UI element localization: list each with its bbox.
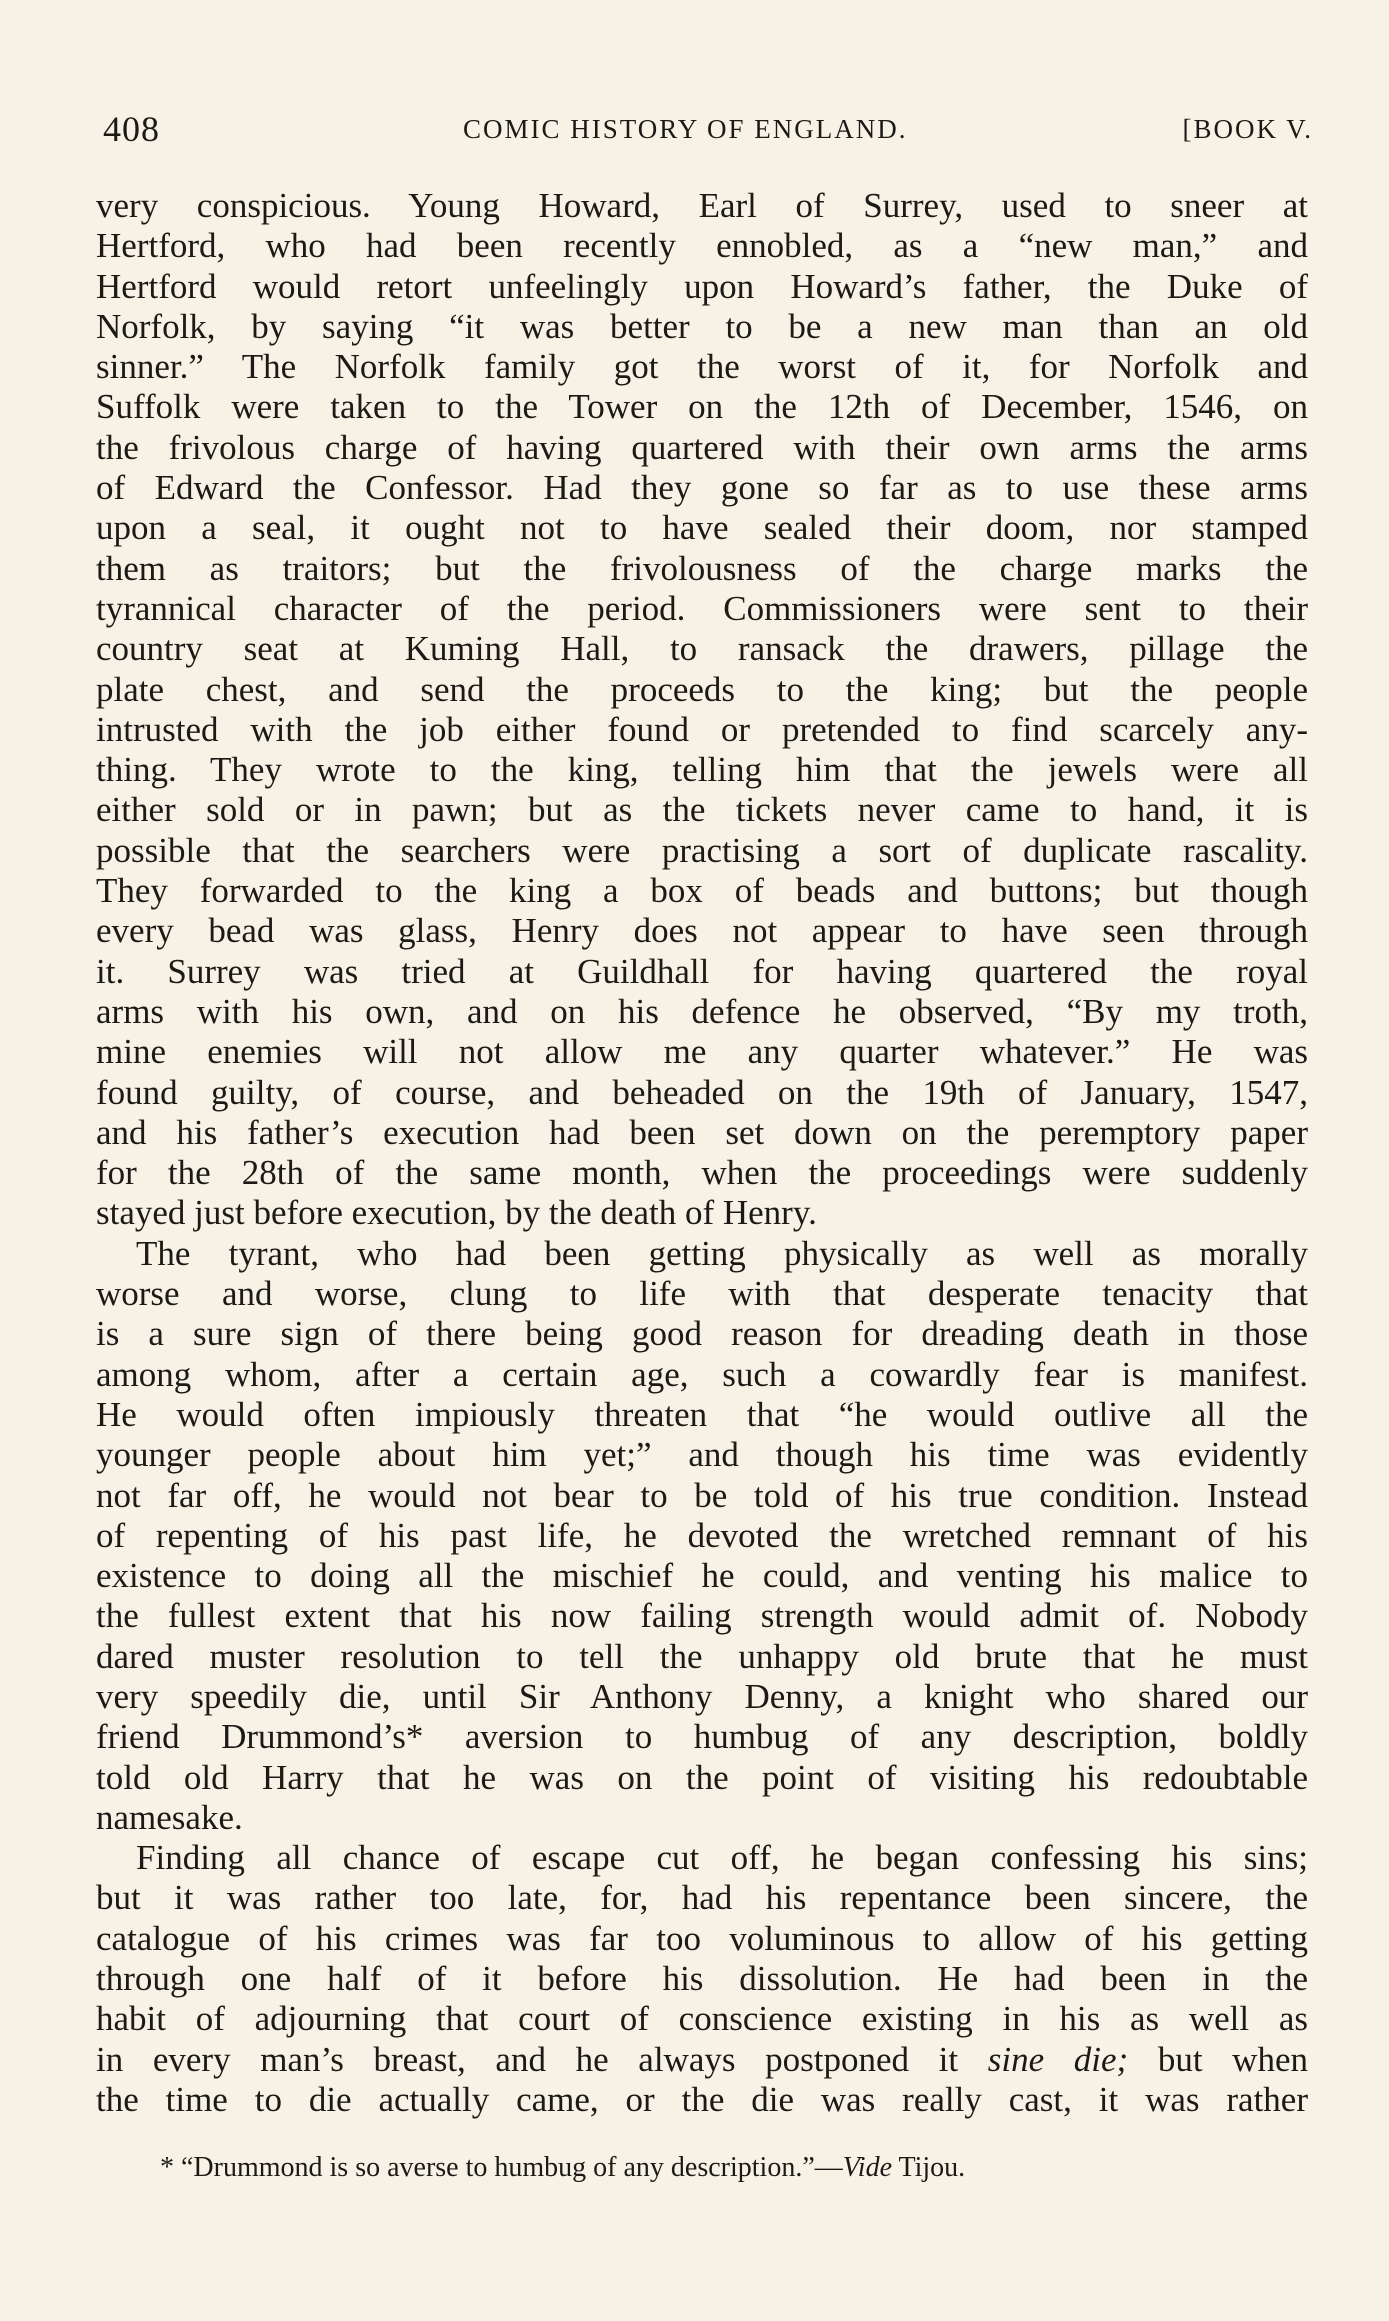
text-line: Hertford would retort unfeelingly upon Howard’s father, the Duke of	[96, 266, 1308, 306]
paragraph-start-line: Finding all chance of escape cut off, he began confessing his sins;	[136, 1838, 1308, 1878]
text-segment: but when	[1157, 2039, 1308, 2079]
text-line: for the 28th of the same month, when the proceedings were suddenly	[96, 1153, 1308, 1193]
text-line: arms with his own, and on his defence he observed, “By my troth,	[96, 991, 1308, 1031]
text-line: namesake.	[96, 1797, 243, 1837]
text-line: of Edward the Confessor. Had they gone so far as to use these arms	[96, 468, 1308, 508]
text-line: is a sure sign of there being good reason for dreading death in those	[96, 1314, 1308, 1354]
text-line: the frivolous charge of having quartered with their own arms the arms	[96, 427, 1308, 467]
text-line: very conspicious. Young Howard, Earl of Surrey, used to sneer at	[96, 186, 1308, 225]
text-line: the fullest extent that his now failing strength would admit of. Nobody	[96, 1596, 1308, 1636]
text-line: Hertford, who had been recently ennobled, as a “new man,” and	[96, 226, 1308, 266]
text-line: habit of adjourning that court of conscience existing in his as well as	[96, 1999, 1308, 2039]
text-line: among whom, after a certain age, such a cowardly fear is manifest.	[96, 1354, 1308, 1394]
text-line: and his father’s execution had been set down on the peremptory paper	[96, 1112, 1308, 1152]
footnote-vide: Vide	[842, 2152, 892, 2183]
text-line: Suffolk were taken to the Tower on the 12th of December, 1546, on	[96, 387, 1308, 427]
italic-phrase: sine die;	[987, 2039, 1129, 2079]
text-line: through one half of it before his dissolution. He had been in the	[96, 1959, 1308, 1999]
footnote-source: Tijou.	[892, 2152, 966, 2183]
text-line: country seat at Kuming Hall, to ransack the drawers, pillage the	[96, 629, 1308, 669]
text-line: possible that the searchers were practising a sort of duplicate rascality.	[96, 830, 1308, 870]
text-line: stayed just before execution, by the death of Henry.	[96, 1193, 817, 1233]
text-segment: in every man’s breast, and he always postponed it	[96, 2039, 959, 2079]
text-line: Norfolk, by saying “it was better to be a new man than an old	[96, 306, 1308, 346]
text-line: of repenting of his past life, he devoted the wretched remnant of his	[96, 1515, 1308, 1555]
text-line: He would often impiously threaten that “he would outlive all the	[96, 1394, 1308, 1434]
text-line: tyrannical character of the period. Commissioners were sent to their	[96, 588, 1308, 628]
text-line: the time to die actually came, or the die was really cast, it was rather	[96, 2079, 1308, 2119]
text-line: mine enemies will not allow me any quarter whatever.” He was	[96, 1032, 1308, 1072]
book-number: [BOOK V.	[1182, 114, 1313, 144]
page-number: 408	[103, 109, 160, 149]
text-line: younger people about him yet;” and though his time was evidently	[96, 1435, 1308, 1475]
paragraph-start-line: The tyrant, who had been getting physically as well as morally	[136, 1233, 1308, 1273]
text-line: very speedily die, until Sir Anthony Denny, a knight who shared our	[96, 1676, 1308, 1716]
text-line: plate chest, and send the proceeds to the king; but the people	[96, 669, 1308, 709]
text-line: worse and worse, clung to life with that desperate tenacity that	[96, 1274, 1308, 1314]
text-line: not far off, he would not bear to be told of his true condition. Instead	[96, 1475, 1308, 1515]
text-line: it. Surrey was tried at Guildhall for having quartered the royal	[96, 951, 1308, 991]
text-line: every bead was glass, Henry does not appear to have seen through	[96, 911, 1308, 951]
text-line: upon a seal, it ought not to have sealed their doom, nor stamped	[96, 508, 1308, 548]
text-line: them as traitors; but the frivolousness of the charge marks the	[96, 548, 1308, 588]
text-line: friend Drummond’s* aversion to humbug of any description, boldly	[96, 1717, 1308, 1757]
text-line: but it was rather too late, for, had his repentance been sincere, the	[96, 1878, 1308, 1918]
footnote-text: * “Drummond is so averse to humbug of any description.”—	[160, 2152, 843, 2183]
text-line: They forwarded to the king a box of beads and buttons; but though	[96, 871, 1308, 911]
footnote	[160, 2152, 1260, 2184]
text-line: thing. They wrote to the king, telling him that the jewels were all	[96, 750, 1308, 790]
text-line: existence to doing all the mischief he could, and venting his malice to	[96, 1556, 1308, 1596]
text-line-with-italic	[96, 2040, 1308, 2080]
text-line: either sold or in pawn; but as the tickets never came to hand, it is	[96, 790, 1308, 830]
text-line: catalogue of his crimes was far too voluminous to allow of his getting	[96, 1918, 1308, 1958]
text-line: found guilty, of course, and beheaded on the 19th of January, 1547,	[96, 1072, 1308, 1112]
text-line: dared muster resolution to tell the unhappy old brute that he must	[96, 1636, 1308, 1676]
running-head	[103, 108, 1313, 158]
text-line: sinner.” The Norfolk family got the worst of it, for Norfolk and	[96, 347, 1308, 387]
text-line: intrusted with the job either found or pretended to find scarcely any-	[96, 709, 1308, 749]
running-title: COMIC HISTORY OF ENGLAND.	[463, 114, 908, 144]
text-line: told old Harry that he was on the point of visiting his redoubtable	[96, 1757, 1308, 1797]
body-text	[96, 186, 1308, 2120]
